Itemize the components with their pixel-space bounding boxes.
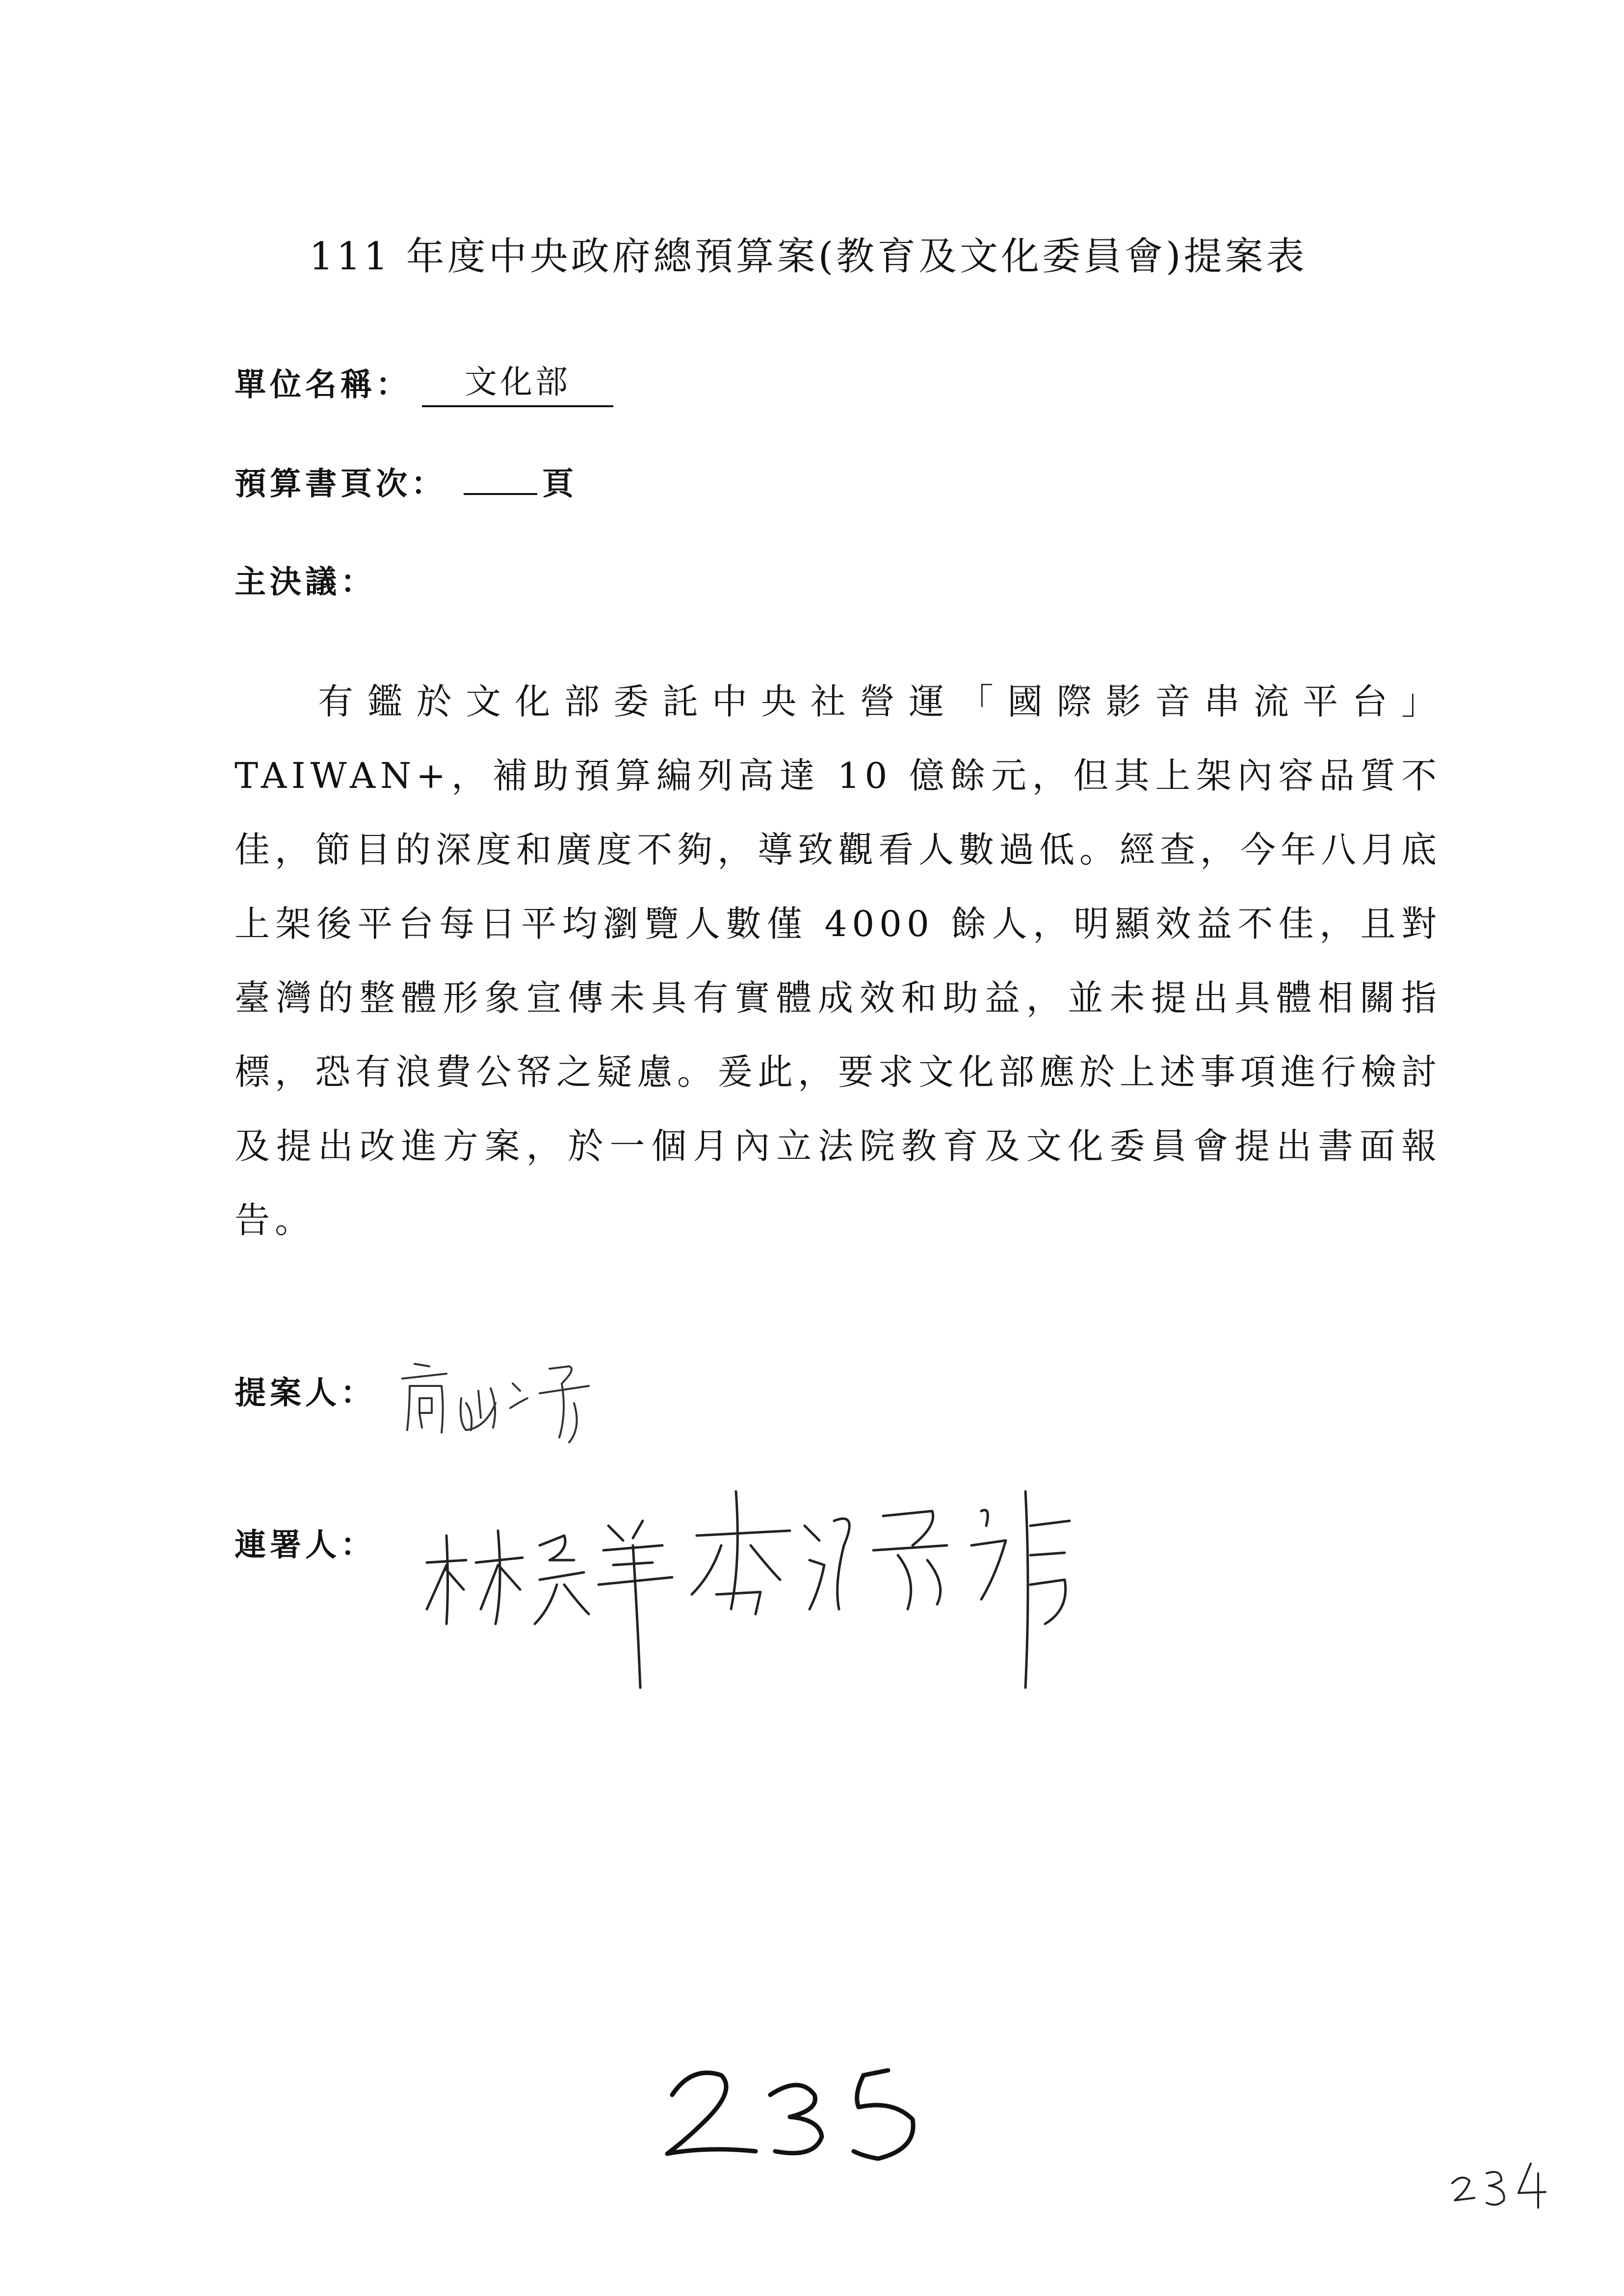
proposer-label: 提案人： <box>235 1375 376 1411</box>
budget-page-blank <box>464 466 537 495</box>
cosigner-signatures <box>417 1462 1178 1717</box>
budget-page-unit: 頁 <box>542 466 574 502</box>
handwritten-page-number <box>657 2056 971 2168</box>
cosigner-label: 連署人： <box>235 1527 376 1564</box>
handwritten-small-number <box>1447 2154 1570 2213</box>
unit-name-label: 單位名稱： <box>235 367 411 403</box>
document-title: 111 年度中央政府總預算案(教育及文化委員會)提案表 <box>309 235 1308 279</box>
proposer-signature <box>393 1344 638 1452</box>
main-decision-body: 有鑑於文化部委託中央社營運「國際影音串流平台」TAIWAN+，補助預算編列高達 10 億餘元，但其上架內容品質不佳，節目的深度和廣度不夠，導致觀看人數過低。經查，今年八月底上架後平台每日平均瀏覽人數僅 4000 餘人，明顯效益不佳，且對臺灣的整體形象宣傳未具有實體成效和助益，並未提出具體相關指標，恐有浪費公帑之疑慮。爰此，要求文化部應於上述事項進行檢討及提出改進方案，於一個月內立法院教育及文化委員會提出書面報告。 <box>235 681 1442 1241</box>
main-decision-label: 主決議： <box>235 564 376 600</box>
unit-name-value: 文化部 <box>422 356 613 407</box>
budget-page-label: 預算書頁次： <box>235 466 446 502</box>
